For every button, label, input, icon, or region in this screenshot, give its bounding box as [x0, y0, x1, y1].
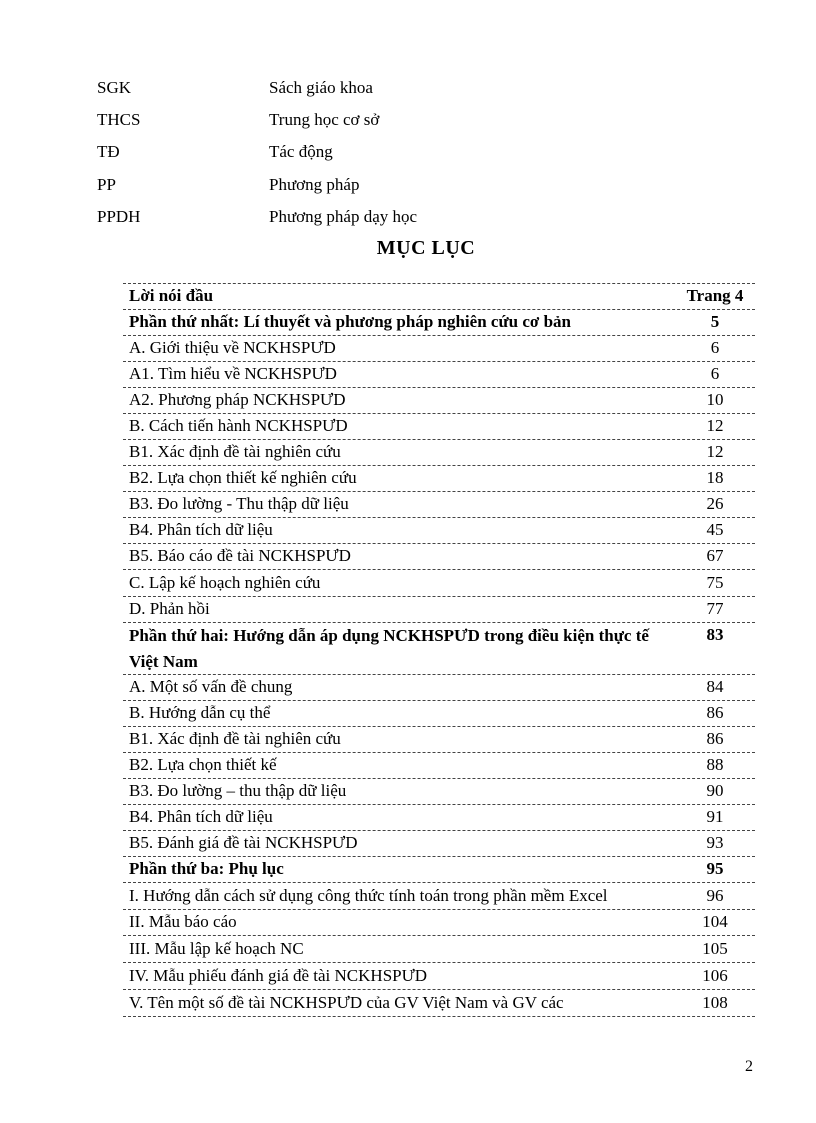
- toc-entry-label: A1. Tìm hiểu về NCKHSPƯD: [129, 364, 337, 383]
- toc-entry-page: 5: [710, 312, 720, 331]
- abbreviation-value: Tác động: [269, 142, 333, 162]
- abbreviation-row: [97, 74, 597, 106]
- toc-row: [123, 623, 755, 675]
- abbreviation-list: [97, 74, 597, 235]
- toc-entry-label: B4. Phân tích dữ liệu: [129, 520, 273, 539]
- toc-entry-page: 12: [706, 416, 724, 435]
- toc-table: [123, 283, 755, 1017]
- toc-row: [123, 362, 755, 388]
- toc-entry-label: B. Cách tiến hành NCKHSPƯD: [129, 416, 348, 435]
- abbreviation-row: [97, 138, 597, 170]
- toc-row: [123, 518, 755, 544]
- abbreviation-row: [97, 171, 597, 203]
- toc-entry-label: Lời nói đầu: [129, 286, 214, 305]
- toc-entry-label: Phần thứ nhất: Lí thuyết và phương pháp nghiên cứu cơ bản: [129, 312, 571, 331]
- toc-entry-page: 105: [702, 939, 728, 958]
- toc-entry-page: 96: [706, 886, 724, 905]
- toc-row: [123, 963, 755, 990]
- toc-entry-page: 95: [706, 859, 724, 878]
- toc-entry-label: V. Tên một số đề tài NCKHSPƯD của GV Việt Nam và GV các: [129, 993, 564, 1012]
- toc-entry-label: B3. Đo lường - Thu thập dữ liệu: [129, 494, 349, 513]
- toc-row: [123, 336, 755, 362]
- abbreviation-value: Phương pháp: [269, 174, 360, 194]
- toc-entry-page: 90: [706, 781, 724, 800]
- toc-row: [123, 675, 755, 701]
- toc-row: [123, 883, 755, 910]
- toc-entry-page: Trang 4: [686, 286, 744, 305]
- toc-row: [123, 753, 755, 779]
- abbreviation-row: [97, 203, 597, 235]
- toc-entry-label: B4. Phân tích dữ liệu: [129, 807, 273, 826]
- abbreviation-key: PP: [97, 174, 116, 194]
- abbreviation-key: PPDH: [97, 206, 141, 226]
- toc-entry-page: 83: [706, 625, 724, 644]
- toc-entry-page: 86: [706, 729, 724, 748]
- toc-row: [123, 570, 755, 597]
- toc-entry-label: B2. Lựa chọn thiết kế nghiên cứu: [129, 468, 357, 487]
- toc-entry-page: 18: [706, 468, 724, 487]
- toc-entry-label: B3. Đo lường – thu thập dữ liệu: [129, 781, 347, 800]
- toc-entry-label: I. Hướng dẫn cách sử dụng công thức tính toán trong phần mềm Excel: [129, 886, 608, 905]
- toc-title: MỤC LỤC: [376, 237, 476, 259]
- toc-entry-page: 77: [706, 599, 724, 618]
- toc-entry-page: 6: [710, 338, 720, 357]
- toc-row: [123, 492, 755, 518]
- page-number: 2: [745, 1058, 753, 1075]
- toc-entry-label: B5. Đánh giá đề tài NCKHSPƯD: [129, 833, 358, 852]
- toc-row: [123, 805, 755, 831]
- toc-entry-page: 106: [702, 966, 728, 985]
- toc-row: [123, 414, 755, 440]
- toc-entry-page: 93: [706, 833, 724, 852]
- toc-entry-page: 67: [706, 546, 724, 565]
- toc-entry-label: B1. Xác định đề tài nghiên cứu: [129, 729, 341, 748]
- abbreviation-key: TĐ: [97, 142, 120, 162]
- toc-entry-page: 6: [710, 364, 720, 383]
- toc-entry-page: 10: [706, 390, 724, 409]
- toc-row: [123, 727, 755, 753]
- toc-entry-label: D. Phản hồi: [129, 599, 210, 618]
- toc-row: [123, 910, 755, 936]
- toc-entry-page: 88: [706, 755, 724, 774]
- toc-row: [123, 701, 755, 727]
- toc-row: [123, 284, 755, 310]
- toc-entry-label: A2. Phương pháp NCKHSPƯD: [129, 390, 346, 409]
- toc-row: [123, 310, 755, 336]
- abbreviation-key: SGK: [97, 78, 132, 97]
- toc-entry-label: A. Giới thiệu về NCKHSPƯD: [129, 338, 336, 357]
- toc-entry-label: B2. Lựa chọn thiết kế: [129, 755, 277, 774]
- toc-entry-page: 86: [706, 703, 724, 722]
- toc-row: [123, 544, 755, 570]
- toc-row: [123, 440, 755, 466]
- toc-row: [123, 990, 755, 1017]
- toc-entry-label: II. Mẫu báo cáo: [129, 912, 237, 931]
- toc-entry-label: Phần thứ ba: Phụ lục: [129, 859, 284, 878]
- toc-entry-label: IV. Mẫu phiếu đánh giá đề tài NCKHSPƯD: [129, 966, 428, 985]
- toc-row: [123, 466, 755, 492]
- toc-entry-page: 104: [702, 912, 728, 931]
- toc-entry-label: B. Hướng dẫn cụ thể: [129, 703, 271, 722]
- toc-row: [123, 857, 755, 883]
- toc-entry-page: 26: [706, 494, 724, 513]
- toc-entry-page: 84: [706, 677, 724, 696]
- toc-entry-page: 12: [706, 442, 724, 461]
- toc-row: [123, 388, 755, 414]
- abbreviation-value: Phương pháp dạy học: [269, 206, 418, 226]
- toc-row: [123, 779, 755, 805]
- toc-entry-label: C. Lập kế hoạch nghiên cứu: [129, 573, 321, 592]
- toc-entry-page: 108: [702, 993, 728, 1012]
- toc-entry-label: Phần thứ hai: Hướng dẫn áp dụng NCKHSPƯD trong điều kiện thực tế Việt Nam: [129, 626, 649, 671]
- abbreviation-row: [97, 106, 597, 138]
- abbreviation-value: Trung học cơ sở: [269, 110, 380, 130]
- toc-entry-page: 75: [706, 573, 724, 592]
- toc-entry-label: III. Mẫu lập kế hoạch NC: [129, 939, 304, 958]
- toc-row: [123, 936, 755, 963]
- toc-entry-label: B5. Báo cáo đề tài NCKHSPƯD: [129, 546, 351, 565]
- toc-row: [123, 831, 755, 857]
- abbreviation-key: THCS: [97, 110, 141, 130]
- abbreviation-value: Sách giáo khoa: [269, 78, 373, 97]
- toc-entry-label: B1. Xác định đề tài nghiên cứu: [129, 442, 341, 461]
- toc-entry-page: 91: [706, 807, 724, 826]
- toc-row: [123, 597, 755, 623]
- toc-entry-label: A. Một số vấn đề chung: [129, 677, 293, 696]
- toc-entry-page: 45: [706, 520, 724, 539]
